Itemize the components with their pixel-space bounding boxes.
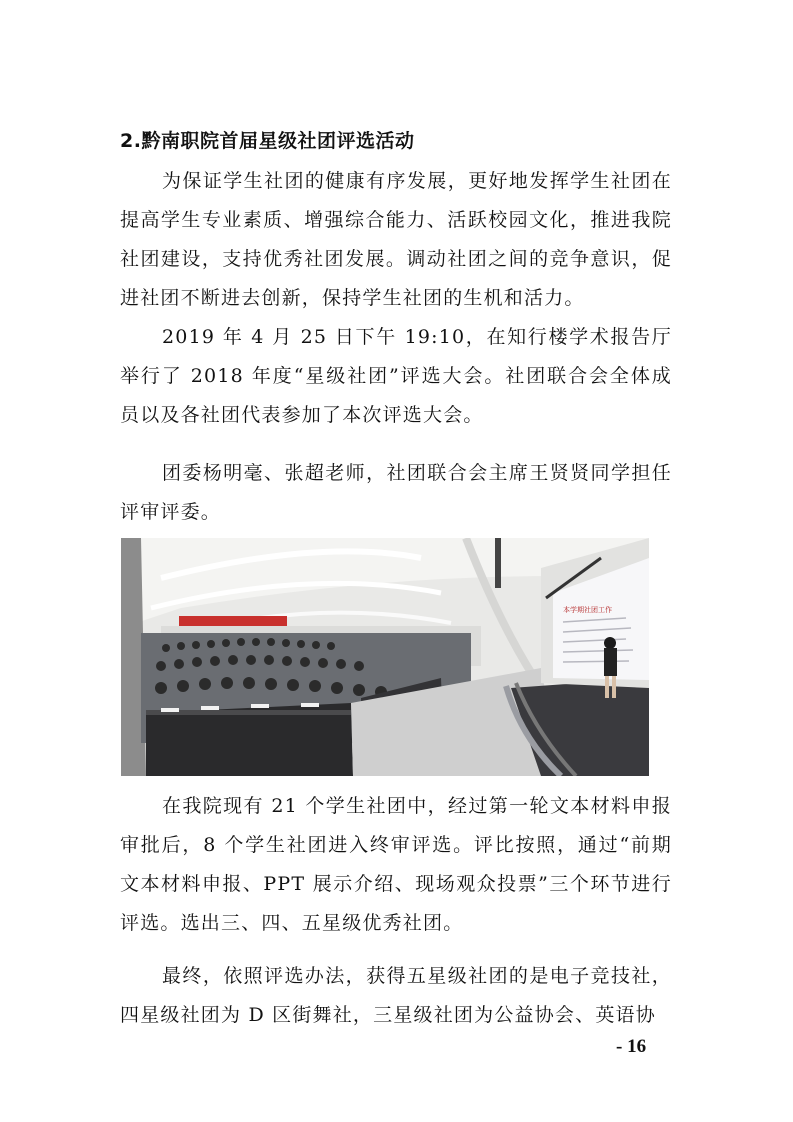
paragraph-judges: 团委杨明毫、张超老师，社团联合会主席王贤贤同学担任评审评委。 bbox=[120, 462, 672, 523]
section-heading: 2.黔南职院首届星级社团评选活动 bbox=[120, 130, 415, 152]
paragraph-results: 最终，依照评选办法，获得五星级社团的是电子竞技社，四星级社团为 D 区街舞社，三星级社团为公益协会、英语协 bbox=[120, 965, 672, 1026]
paragraph-selection-process: 在我院现有 21 个学生社团中，经过第一轮文本材料申报审批后，8 个学生社团进入终审评选。评比按照，通过“前期文本材料申报、PPT 展示介绍、现场观众投票”三个环节进行评选。选出三、四、五星级优秀社团。 bbox=[120, 795, 672, 934]
paragraph-purpose: 为保证学生社团的健康有序发展，更好地发挥学生社团在提高学生专业素质、增强综合能力、活跃校园文化，推进我院社团建设，支持优秀社团发展。调动社团之间的竞争意识，促进社团不断进去创新，保持学生社团的生机和活力。 bbox=[120, 170, 672, 309]
event-photo bbox=[121, 538, 649, 776]
page-number: - 16 bbox=[616, 1036, 647, 1057]
paragraph-event-time: 2019 年 4 月 25 日下午 19:10，在知行楼学术报告厅举行了 2018 年度“星级社团”评选大会。社团联合会全体成员以及各社团代表参加了本次评选大会。 bbox=[120, 326, 672, 426]
screen-heading: 本学期社团工作 bbox=[563, 606, 612, 614]
